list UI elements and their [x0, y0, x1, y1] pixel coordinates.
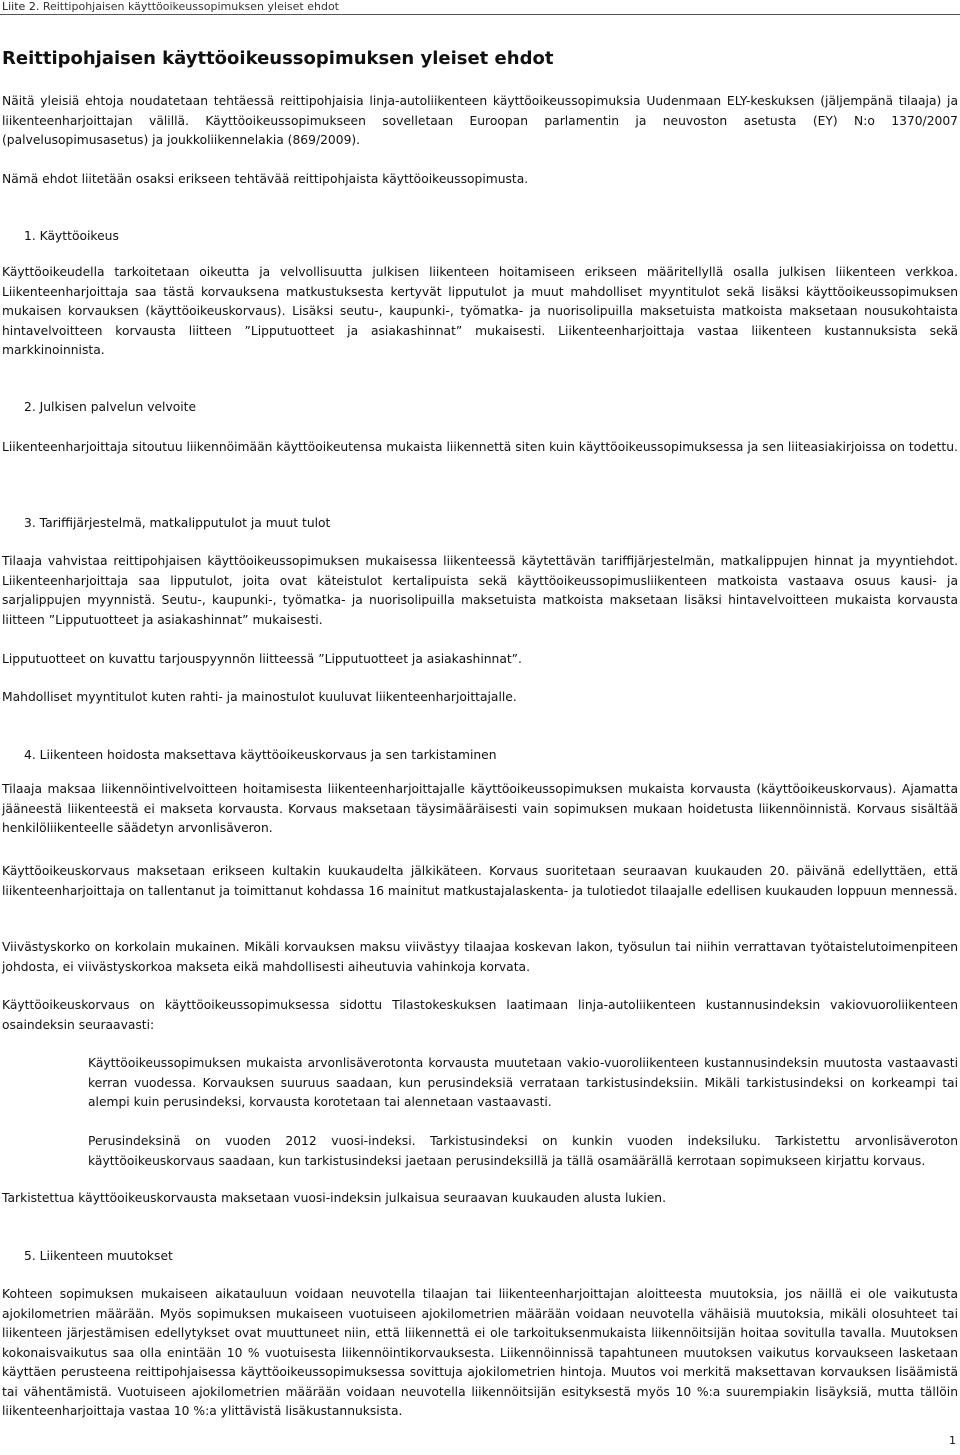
section-4-paragraph: Viivästyskorko on korkolain mukainen. Mikäli korvauksen maksu viivästyy tilaajaa koskevan lakon, työsulun tai niihin verrattavan työtaistelutoimenpiteen johdosta, ei viivästyskorkoa makseta eikä mahdollisesti aiheutuvia vahinkoja korvata.	[2, 940, 958, 974]
page-number: 1	[949, 1434, 956, 1447]
section-4-paragraph: Tilaaja maksaa liikennöintivelvoitteen hoitamisesta liikenteenharjoittajalle käyttöoikeussopimuksen mukaista korvausta (käyttöoikeuskorvaus). Ajamatta jääneestä liikenteestä ei makseta korvausta. Korvaus maksetaan täysimääräisesti vain sopimuksen mukaan hoidetusta liikennöinnistä. Korvaus sisältää henkilöliikenteelle säädetyn arvonlisäveron.	[2, 782, 958, 835]
document-title: Reittipohjaisen käyttöoikeussopimuksen yleiset ehdot	[2, 48, 554, 69]
section-heading-3: 3. Tariffijärjestelmä, matkalipputulot ja muut tulot	[24, 516, 331, 530]
section-heading-4: 4. Liikenteen hoidosta maksettava käyttöoikeuskorvaus ja sen tarkistaminen	[24, 748, 497, 762]
section-5-paragraph: Kohteen sopimuksen mukaiseen aikatauluun voidaan neuvotella tilaajan tai liikenteenharjoittajan aloitteesta muutoksia, jos näillä ei ole vaikutusta ajokilometrien määrään. Myös sopimuksen mukaiseen vuotuiseen ajokilometrien määrään voidaan neuvotella vähäisiä muutoksia, mikäli olosuhteet tai liikenteen järjestämisen edellytykset ovat muuttuneet niin, että liikennettä ei ole tarkoituksenmukaista liikennöitsijän hoitaa sovitulla tavalla. Muutoksen kokonaisvaikutus saa olla enintään 10 % vuotuisesta liikennöintikorvauksesta. Liikennöinnissä tapahtuneen muutoksen vaikutus korvaukseen lasketaan käyttäen perusteena reittipohjaisessa käyttöoikeussopimuksessa sovittuja ajokilometrien hintoja. Muutos voi merkitä maksettavan korvauksen lisäämistä tai vähentämistä. Vuotuiseen ajokilometrien määrään voidaan neuvotella liikennöitsijän esityksestä myös 10 %:a suurempiakin lisäyksiä, mutta tällöin liikenteenharjoittaja vastaa 10 %:a ylittävistä lisäkustannuksista.	[2, 1287, 958, 1418]
section-heading-5: 5. Liikenteen muutokset	[24, 1249, 173, 1263]
appendix-label: Liite 2.	[2, 0, 40, 13]
section-heading-1: 1. Käyttöoikeus	[24, 229, 119, 243]
intro-paragraph: Näitä yleisiä ehtoja noudatetaan tehtäessä reittipohjaisia linja-autoliikenteen käyttöoikeussopimuksia Uudenmaan ELY-keskuksen (jäljempänä tilaaja) ja liikenteenharjoittajan välillä. Käyttöoikeussopimukseen sovelletaan Euroopan parlamentin ja neuvoston asetusta (EY) N:o 1370/2007 (palvelusopimusasetus) ja joukkoliikennelakia (869/2009).	[2, 94, 958, 147]
header-title: Reittipohjaisen käyttöoikeussopimuksen yleiset ehdot	[42, 0, 339, 13]
section-1-paragraph: Käyttöoikeudella tarkoitetaan oikeutta ja velvollisuutta julkisen liikenteen hoitamiseen erikseen määritellyllä osalla julkisen liikenteen verkkoa. Liikenteenharjoittaja saa tästä korvauksena matkustuksesta kertyvät lipputulot ja muut mahdolliset myyntitulot sekä lisäksi käyttöoikeussopimuksen mukaisen korvauksen (käyttöoikeuskorvaus). Lisäksi seutu-, kaupunki-, työmatka- ja nuorisolipuilla maksetuista matkoista maksetaan nousukohtaista hintavelvoitteen korvausta liitteen ”Lipputuotteet ja asiakashinnat” mukaisesti. Liikenteenharjoittaja vastaa liikenteen kustannuksista sekä markkinoinnista.	[2, 265, 958, 357]
section-4-paragraph: Käyttöoikeuskorvaus on käyttöoikeussopimuksessa sidottu Tilastokeskuksen laatimaan linja-autoliikenteen kustannusindeksin vakiovuoroliikenteen osaindeksin seuraavasti:	[2, 998, 958, 1032]
intro-note: Nämä ehdot liitetään osaksi erikseen tehtävää reittipohjaista käyttöoikeussopimusta.	[2, 172, 529, 186]
section-3-paragraph: Tilaaja vahvistaa reittipohjaisen käyttöoikeussopimuksen mukaisessa liikenteessä käytettävän tariffijärjestelmän, matkalippujen hinnat ja myyntiehdot. Liikenteenharjoittaja saa lipputulot, joita ovat käteistulot kertalipuista sekä käyttöoikeussopimusliikenteen matkoista vastaava osuus kausi- ja sarjalippujen myynnistä. Seutu-, kaupunki-, työmatka- ja nuorisolipuilla maksetuista matkoista maksetaan lisäksi hintavelvoitteen mukaista korvausta liitteen ”Lipputuotteet ja asiakashinnat” mukaisesti.	[2, 554, 958, 627]
section-3-paragraph: Mahdolliset myyntitulot kuten rahti- ja mainostulot kuuluvat liikenteenharjoittajalle.	[2, 690, 517, 704]
section-3-paragraph: Lipputuotteet on kuvattu tarjouspyynnön liitteessä ”Lipputuotteet ja asiakashinnat”.	[2, 652, 522, 666]
header-divider	[0, 14, 960, 15]
section-4-indented-paragraph: Käyttöoikeussopimuksen mukaista arvonlisäverotonta korvausta muutetaan vakio-vuoroliikenteen kustannusindeksin muutosta vastaavasti kerran vuodessa. Korvauksen suuruus saadaan, kun perusindeksiä verrataan tarkistusindeksiin. Mikäli tarkistusindeksi on korkeampi tai alempi kuin perusindeksi, korvausta korotetaan tai alennetaan vastaavasti.	[88, 1056, 958, 1109]
section-heading-2: 2. Julkisen palvelun velvoite	[24, 400, 197, 414]
section-4-paragraph: Tarkistettua käyttöoikeuskorvausta maksetaan vuosi-indeksin julkaisua seuraavan kuukauden alusta lukien.	[2, 1191, 666, 1205]
section-4-paragraph: Käyttöoikeuskorvaus maksetaan erikseen kultakin kuukaudelta jälkikäteen. Korvaus suoritetaan seuraavan kuukauden 20. päivänä edellyttäen, että liikenteenharjoittaja on tallentanut ja toimittanut kohdassa 16 mainitut matkustajalaskenta- ja tulotiedot tilaajalle edellisen kuukauden loppuun mennessä.	[2, 864, 958, 898]
page-header	[0, 0, 960, 14]
section-2-paragraph: Liikenteenharjoittaja sitoutuu liikennöimään käyttöoikeutensa mukaista liikennettä siten kuin käyttöoikeussopimuksessa ja sen liiteasiakirjoissa on todettu.	[2, 440, 958, 454]
section-4-indented-paragraph: Perusindeksinä on vuoden 2012 vuosi-indeksi. Tarkistusindeksi on kunkin vuoden indeksiluku. Tarkistettu arvonlisäveroton käyttöoikeuskorvaus saadaan, kun tarkistusindeksi jaetaan perusindeksillä ja tällä osamäärällä kerrotaan sopimukseen kirjattu korvaus.	[88, 1134, 958, 1168]
